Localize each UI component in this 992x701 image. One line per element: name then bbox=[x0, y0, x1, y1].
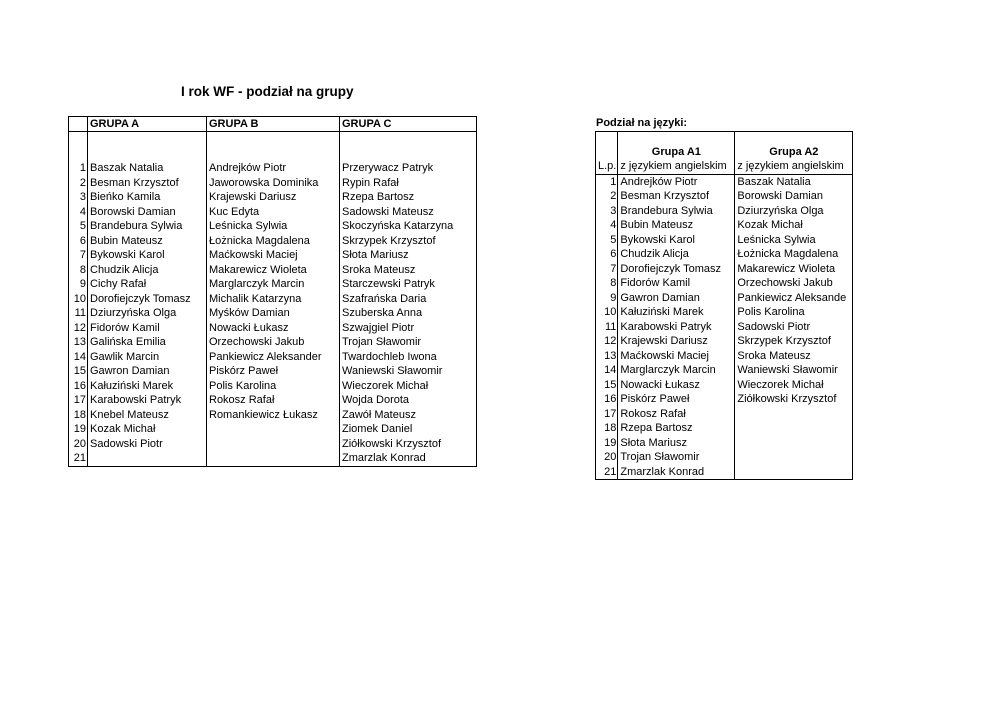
grupa-a2-cell: Wieczorek Michał bbox=[735, 378, 853, 393]
table-row bbox=[69, 277, 477, 292]
grupa-c-cell: Sadowski Mateusz bbox=[340, 205, 477, 220]
grupa-a-cell bbox=[88, 451, 207, 466]
row-number: 6 bbox=[610, 248, 617, 261]
row-number: 20 bbox=[604, 451, 617, 464]
grupa-b-cell: Myśków Damian bbox=[207, 306, 340, 321]
grupa-a-cell: Besman Krzysztof bbox=[88, 176, 207, 191]
grupa-a1-cell: Maćkowski Maciej bbox=[618, 349, 735, 364]
grupa-c-cell: Starczewski Patryk bbox=[340, 277, 477, 292]
row-number: 12 bbox=[604, 335, 617, 348]
groups-header-number bbox=[69, 117, 88, 132]
grupa-b-cell: Marglarczyk Marcin bbox=[207, 277, 340, 292]
grupa-a2-cell: Makarewicz Wioleta bbox=[735, 262, 853, 277]
grupa-b-cell: Krajewski Dariusz bbox=[207, 190, 340, 205]
grupa-b-cell: Michalik Katarzyna bbox=[207, 292, 340, 307]
grupa-a1-cell: Andrejków Piotr bbox=[618, 174, 735, 189]
row-number: 16 bbox=[73, 379, 86, 392]
row-number: 3 bbox=[610, 204, 617, 217]
grupa-b-cell: Piskórz Paweł bbox=[207, 364, 340, 379]
grupa-a-cell: Borowski Damian bbox=[88, 205, 207, 220]
row-number: 13 bbox=[73, 336, 86, 349]
row-number: 4 bbox=[79, 205, 86, 218]
grupa-a1-cell: Krajewski Dariusz bbox=[618, 334, 735, 349]
grupa-c-cell: Ziomek Daniel bbox=[340, 422, 477, 437]
table-row bbox=[596, 291, 853, 306]
grupa-a2-cell: Kozak Michał bbox=[735, 218, 853, 233]
grupa-a1-cell: Fidorów Kamil bbox=[618, 276, 735, 291]
table-row bbox=[69, 379, 477, 394]
row-number: 21 bbox=[73, 452, 86, 465]
grupa-a2-cell: Baszak Natalia bbox=[735, 174, 853, 189]
grupa-a-cell: Sadowski Piotr bbox=[88, 437, 207, 452]
table-row bbox=[69, 408, 477, 423]
grupa-c-cell: Zmarzlak Konrad bbox=[340, 451, 477, 466]
grupa-a-cell: Kozak Michał bbox=[88, 422, 207, 437]
grupa-c-cell: Szwajgiel Piotr bbox=[340, 321, 477, 336]
grupa-b-cell: Makarewicz Wioleta bbox=[207, 263, 340, 278]
row-number: 10 bbox=[73, 292, 86, 305]
grupa-a2-cell: Pankiewicz Aleksande bbox=[735, 291, 853, 306]
grupa-a2-cell: Łożnicka Magdalena bbox=[735, 247, 853, 262]
table-row bbox=[596, 349, 853, 364]
row-number: 16 bbox=[604, 393, 617, 406]
groups-table bbox=[68, 116, 477, 467]
grupa-c-cell: Waniewski Sławomir bbox=[340, 364, 477, 379]
table-row bbox=[69, 451, 477, 466]
table-row bbox=[596, 276, 853, 291]
table-row bbox=[596, 334, 853, 349]
row-number: 2 bbox=[610, 190, 617, 203]
grupa-a-cell: Galińska Emilia bbox=[88, 335, 207, 350]
grupa-a1-cell: Marglarczyk Marcin bbox=[618, 363, 735, 378]
grupa-c-cell: Wojda Dorota bbox=[340, 393, 477, 408]
row-number: 17 bbox=[604, 407, 617, 420]
grupa-a1-cell: Piskórz Paweł bbox=[618, 392, 735, 407]
grupa-a1-cell: Rzepa Bartosz bbox=[618, 421, 735, 436]
table-row bbox=[596, 450, 853, 465]
grupa-b-cell bbox=[207, 437, 340, 452]
grupa-a2-cell bbox=[735, 465, 853, 480]
grupa-a-cell: Kałuziński Marek bbox=[88, 379, 207, 394]
row-number: 15 bbox=[604, 378, 617, 391]
row-number: 11 bbox=[74, 307, 86, 320]
grupa-c-cell: Przerywacz Patryk bbox=[340, 161, 477, 176]
grupa-c-cell: Rypin Rafał bbox=[340, 176, 477, 191]
grupa-c-cell: Rzepa Bartosz bbox=[340, 190, 477, 205]
grupa-a-cell: Knebel Mateusz bbox=[88, 408, 207, 423]
table-row bbox=[596, 174, 853, 189]
grupa-a2-cell: Orzechowski Jakub bbox=[735, 276, 853, 291]
grupa-c-cell: Szafrańska Daria bbox=[340, 292, 477, 307]
table-row bbox=[69, 306, 477, 321]
grupa-a2-cell: Dziurzyńska Olga bbox=[735, 204, 853, 219]
row-number: 21 bbox=[604, 465, 617, 478]
grupa-c-cell: Skrzypek Krzysztof bbox=[340, 234, 477, 249]
grupa-a-cell: Fidorów Kamil bbox=[88, 321, 207, 336]
row-number: 14 bbox=[73, 350, 86, 363]
row-number: 19 bbox=[73, 423, 86, 436]
row-number: 5 bbox=[79, 220, 86, 233]
grupa-a2-cell bbox=[735, 407, 853, 422]
languages-header-row bbox=[596, 132, 853, 160]
spacer-cell bbox=[340, 132, 477, 162]
grupa-a2-cell: Ziółkowski Krzysztof bbox=[735, 392, 853, 407]
grupa-a2-cell: Leśnicka Sylwia bbox=[735, 233, 853, 248]
languages-subheader-row bbox=[596, 159, 853, 174]
row-number: 13 bbox=[604, 349, 617, 362]
grupa-a-cell: Gawlik Marcin bbox=[88, 350, 207, 365]
grupa-a1-cell: Besman Krzysztof bbox=[618, 189, 735, 204]
spacer-cell bbox=[207, 132, 340, 162]
row-number: 8 bbox=[79, 263, 86, 276]
grupa-a-cell: Chudzik Alicja bbox=[88, 263, 207, 278]
grupa-c-cell: Wieczorek Michał bbox=[340, 379, 477, 394]
grupa-a1-cell: Bubin Mateusz bbox=[618, 218, 735, 233]
grupa-a-cell: Dziurzyńska Olga bbox=[88, 306, 207, 321]
header-grupa-c: GRUPA C bbox=[340, 117, 477, 132]
grupa-c-cell: Skoczyńska Katarzyna bbox=[340, 219, 477, 234]
spacer-cell bbox=[69, 132, 88, 162]
grupa-a2-cell: Waniewski Sławomir bbox=[735, 363, 853, 378]
grupa-a2-cell: Sroka Mateusz bbox=[735, 349, 853, 364]
grupa-a2-cell: Sadowski Piotr bbox=[735, 320, 853, 335]
grupa-b-cell: Rokosz Rafał bbox=[207, 393, 340, 408]
header-grupa-a: GRUPA A bbox=[88, 117, 207, 132]
table-row bbox=[596, 392, 853, 407]
table-row bbox=[69, 422, 477, 437]
row-number: 15 bbox=[73, 365, 86, 378]
row-number: 12 bbox=[73, 321, 86, 334]
table-row bbox=[69, 263, 477, 278]
grupa-a2-cell: Polis Karolina bbox=[735, 305, 853, 320]
grupa-a1-cell: Kałuziński Marek bbox=[618, 305, 735, 320]
table-row bbox=[69, 190, 477, 205]
grupa-a-cell: Baszak Natalia bbox=[88, 161, 207, 176]
subheader-a2: z językiem angielskim bbox=[735, 159, 853, 174]
table-row bbox=[69, 350, 477, 365]
grupa-b-cell: Kuc Edyta bbox=[207, 205, 340, 220]
grupa-a1-cell: Zmarzlak Konrad bbox=[618, 465, 735, 480]
row-number: 9 bbox=[610, 291, 617, 304]
table-row bbox=[596, 305, 853, 320]
table-row bbox=[596, 262, 853, 277]
table-row bbox=[596, 189, 853, 204]
row-number: 5 bbox=[610, 233, 617, 246]
grupa-b-cell: Polis Karolina bbox=[207, 379, 340, 394]
row-number: 2 bbox=[79, 176, 86, 189]
groups-spacer-row bbox=[69, 132, 477, 162]
row-number: 7 bbox=[79, 249, 86, 262]
row-number: 19 bbox=[604, 436, 617, 449]
grupa-a1-cell: Brandebura Sylwia bbox=[618, 204, 735, 219]
table-row bbox=[69, 393, 477, 408]
row-number: 4 bbox=[610, 219, 617, 232]
grupa-c-cell: Słota Mariusz bbox=[340, 248, 477, 263]
table-row bbox=[596, 421, 853, 436]
grupa-b-cell: Jaworowska Dominika bbox=[207, 176, 340, 191]
grupa-c-cell: Sroka Mateusz bbox=[340, 263, 477, 278]
spacer-cell bbox=[88, 132, 207, 162]
header-lp: L.p. bbox=[596, 159, 618, 174]
row-number: 17 bbox=[73, 394, 86, 407]
grupa-b-cell: Andrejków Piotr bbox=[207, 161, 340, 176]
grupa-a2-cell bbox=[735, 421, 853, 436]
table-row bbox=[69, 234, 477, 249]
table-row bbox=[596, 436, 853, 451]
row-number: 9 bbox=[79, 278, 86, 291]
grupa-a2-cell bbox=[735, 450, 853, 465]
grupa-b-cell: Pankiewicz Aleksander bbox=[207, 350, 340, 365]
table-row bbox=[69, 437, 477, 452]
table-row bbox=[69, 335, 477, 350]
table-row bbox=[596, 320, 853, 335]
languages-title: Podział na języki: bbox=[596, 117, 688, 129]
table-row bbox=[596, 233, 853, 248]
table-row bbox=[596, 465, 853, 480]
page-title: I rok WF - podział na grupy bbox=[181, 84, 354, 99]
table-row bbox=[69, 321, 477, 336]
row-number: 8 bbox=[610, 277, 617, 290]
row-number: 14 bbox=[604, 364, 617, 377]
languages-table bbox=[595, 131, 853, 480]
grupa-c-cell: Szuberska Anna bbox=[340, 306, 477, 321]
table-row bbox=[69, 364, 477, 379]
table-row bbox=[69, 248, 477, 263]
grupa-c-cell: Twardochleb Iwona bbox=[340, 350, 477, 365]
grupa-a1-cell: Bykowski Karol bbox=[618, 233, 735, 248]
languages-header-blank bbox=[596, 132, 618, 160]
grupa-a-cell: Gawron Damian bbox=[88, 364, 207, 379]
grupa-b-cell bbox=[207, 451, 340, 466]
grupa-a-cell: Bykowski Karol bbox=[88, 248, 207, 263]
grupa-b-cell: Orzechowski Jakub bbox=[207, 335, 340, 350]
table-row bbox=[69, 219, 477, 234]
row-number: 6 bbox=[79, 234, 86, 247]
row-number: 11 bbox=[604, 320, 617, 333]
grupa-b-cell: Romankiewicz Łukasz bbox=[207, 408, 340, 423]
grupa-c-cell: Ziółkowski Krzysztof bbox=[340, 437, 477, 452]
table-row bbox=[596, 407, 853, 422]
row-number: 7 bbox=[610, 262, 617, 275]
grupa-a1-cell: Dorofiejczyk Tomasz bbox=[618, 262, 735, 277]
grupa-a2-cell bbox=[735, 436, 853, 451]
grupa-a-cell: Bubin Mateusz bbox=[88, 234, 207, 249]
grupa-a1-cell: Trojan Sławomir bbox=[618, 450, 735, 465]
grupa-b-cell: Leśnicka Sylwia bbox=[207, 219, 340, 234]
row-number: 10 bbox=[604, 306, 617, 319]
grupa-b-cell: Nowacki Łukasz bbox=[207, 321, 340, 336]
grupa-a2-cell: Borowski Damian bbox=[735, 189, 853, 204]
table-row bbox=[596, 218, 853, 233]
grupa-a1-cell: Nowacki Łukasz bbox=[618, 378, 735, 393]
grupa-a2-cell: Skrzypek Krzysztof bbox=[735, 334, 853, 349]
table-row bbox=[69, 161, 477, 176]
table-row bbox=[596, 204, 853, 219]
grupa-a1-cell: Słota Mariusz bbox=[618, 436, 735, 451]
grupa-c-cell: Zawół Mateusz bbox=[340, 408, 477, 423]
grupa-a1-cell: Karabowski Patryk bbox=[618, 320, 735, 335]
groups-header-row bbox=[69, 117, 477, 132]
grupa-a-cell: Karabowski Patryk bbox=[88, 393, 207, 408]
grupa-b-cell: Maćkowski Maciej bbox=[207, 248, 340, 263]
grupa-a-cell: Cichy Rafał bbox=[88, 277, 207, 292]
row-number: 3 bbox=[79, 191, 86, 204]
header-grupa-a2: Grupa A2 bbox=[735, 132, 853, 160]
grupa-a-cell: Bieńko Kamila bbox=[88, 190, 207, 205]
grupa-a1-cell: Chudzik Alicja bbox=[618, 247, 735, 262]
grupa-b-cell: Łożnicka Magdalena bbox=[207, 234, 340, 249]
row-number: 1 bbox=[79, 162, 86, 175]
row-number: 18 bbox=[604, 422, 617, 435]
grupa-c-cell: Trojan Sławomir bbox=[340, 335, 477, 350]
table-row bbox=[69, 205, 477, 220]
grupa-a1-cell: Gawron Damian bbox=[618, 291, 735, 306]
header-grupa-b: GRUPA B bbox=[207, 117, 340, 132]
table-row bbox=[69, 292, 477, 307]
subheader-a1: z językiem angielskim bbox=[618, 159, 735, 174]
table-row bbox=[596, 378, 853, 393]
row-number: 1 bbox=[610, 175, 617, 188]
header-grupa-a1: Grupa A1 bbox=[618, 132, 735, 160]
grupa-a-cell: Brandebura Sylwia bbox=[88, 219, 207, 234]
row-number: 18 bbox=[73, 408, 86, 421]
table-row bbox=[69, 176, 477, 191]
table-row bbox=[596, 247, 853, 262]
grupa-a1-cell: Rokosz Rafał bbox=[618, 407, 735, 422]
grupa-b-cell bbox=[207, 422, 340, 437]
grupa-a-cell: Dorofiejczyk Tomasz bbox=[88, 292, 207, 307]
row-number: 20 bbox=[73, 437, 86, 450]
table-row bbox=[596, 363, 853, 378]
